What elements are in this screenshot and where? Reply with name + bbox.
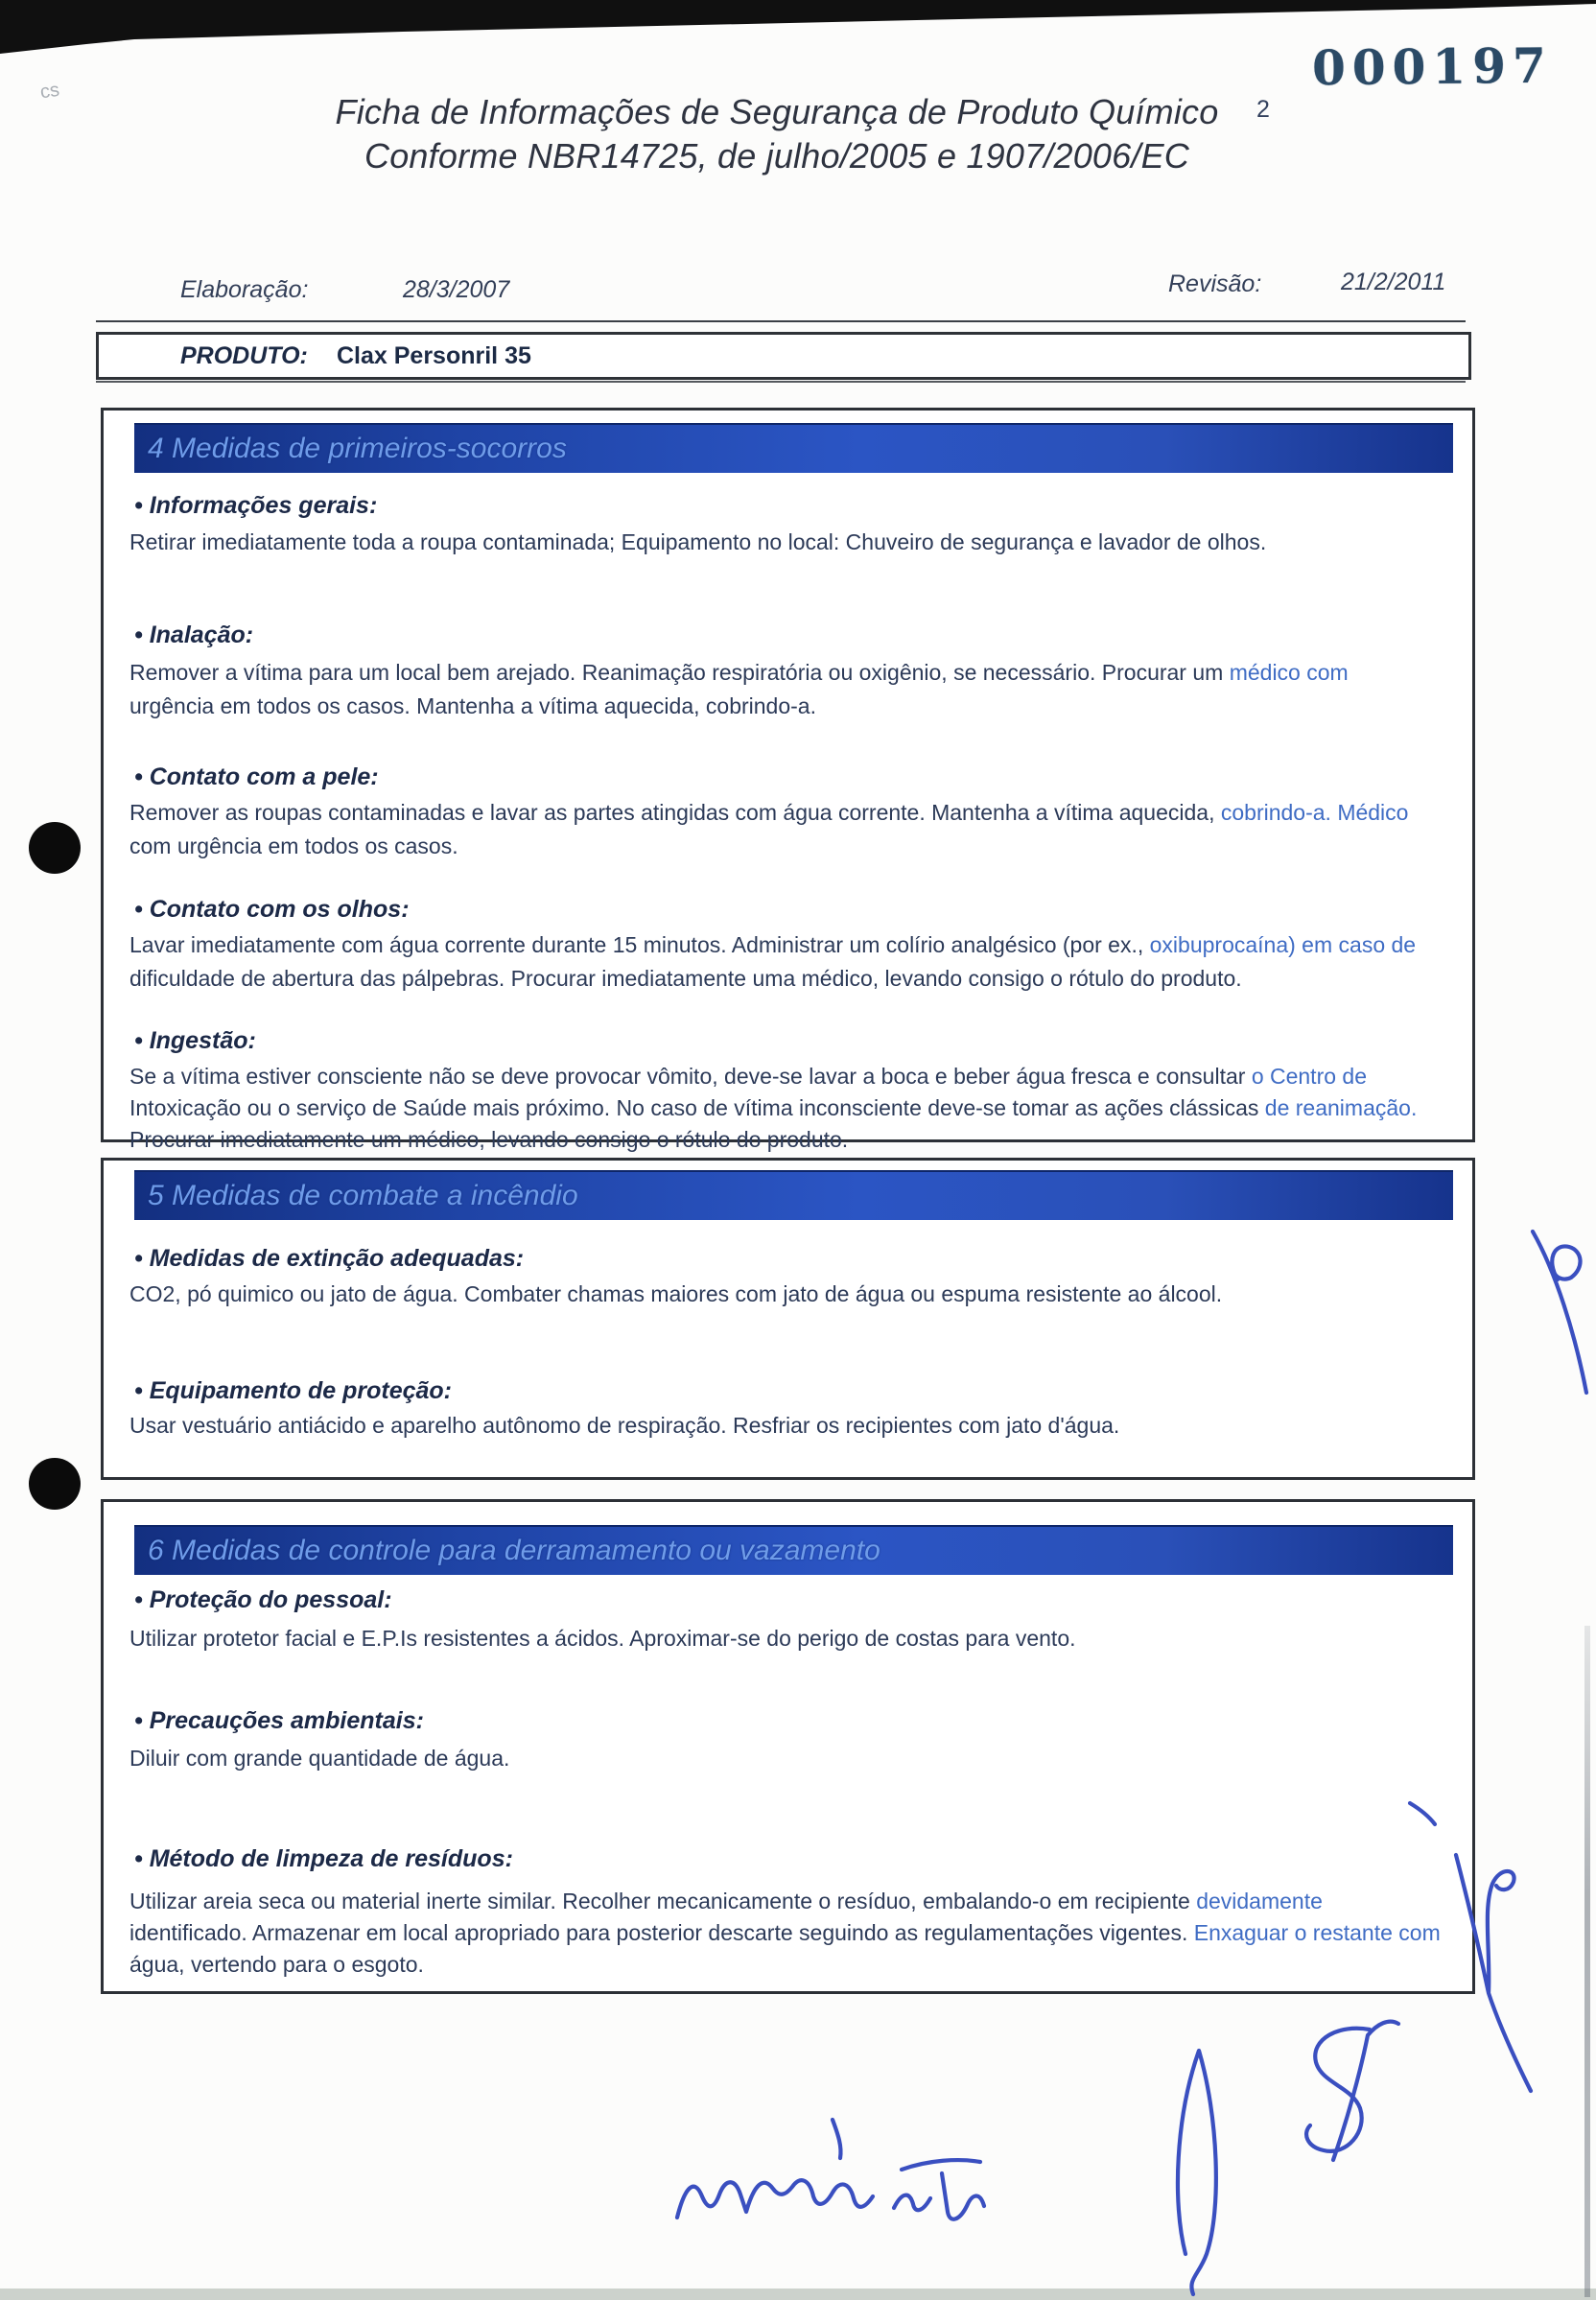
- sec5-protecao-line1: [129, 1413, 1119, 1439]
- sec4-pele-line1: [129, 800, 1408, 826]
- text-segment: Procurar imediatamente um médico, levando consigo o rótulo do produto.: [129, 1127, 849, 1152]
- text-segment: Remover a vítima para um local bem arejado. Reanimação respiratória ou oxigênio, se necessário. Procurar um: [129, 660, 1230, 685]
- sec4-inalacao-line2: [129, 693, 816, 719]
- sec4-ingestao-label: • Ingestão:: [134, 1027, 256, 1054]
- elaboracao-label: Elaboração:: [180, 276, 309, 303]
- blue-text-segment: devidamente: [1196, 1889, 1323, 1913]
- blue-text-segment: Enxaguar o restante com: [1193, 1920, 1441, 1945]
- blue-text-segment: médico com: [1229, 660, 1349, 685]
- blue-text-segment: o Centro de: [1251, 1064, 1368, 1089]
- sec4-olhos-line1: [129, 932, 1416, 958]
- sec6-limpeza-line3: [129, 1952, 424, 1978]
- sec6-limpeza-line1: [129, 1889, 1323, 1914]
- corner-smudge: cs: [38, 79, 61, 104]
- section4-title: 4 Medidas de primeiros-socorros: [148, 433, 567, 464]
- text-segment: Remover as roupas contaminadas e lavar as partes atingidas com água corrente. Mantenha a vítima aquecida,: [129, 800, 1221, 825]
- section6-box: [101, 1499, 1475, 1994]
- sec4-geral-label: • Informações gerais:: [134, 492, 378, 519]
- elaboracao-date: 28/3/2007: [403, 276, 510, 303]
- page-stamp-number: 000197: [1311, 36, 1554, 97]
- sec6-ambientais-line1: [129, 1746, 509, 1772]
- section4-box: [101, 408, 1475, 1152]
- sec6-pessoal-label: • Proteção do pessoal:: [134, 1586, 392, 1613]
- sec6-ambientais-label: • Precauções ambientais:: [134, 1707, 424, 1734]
- product-box-shadow-line: [96, 381, 1466, 383]
- sec4-ingestao-line1: [129, 1064, 1367, 1090]
- page-number: 2: [1256, 96, 1270, 123]
- text-segment: dificuldade de abertura das pálpebras. Procurar imediatamente uma médico, levando consigo o rótulo do produto.: [129, 966, 1242, 991]
- scan-bottom-edge: [0, 2288, 1596, 2300]
- signature-dollar-flourish: [1306, 2022, 1398, 2160]
- punch-hole-top: [29, 822, 81, 874]
- text-segment: água, vertendo para o esgoto.: [129, 1952, 424, 1977]
- signature-scribble-ito: [894, 2160, 984, 2219]
- product-box: [96, 332, 1471, 380]
- sec4-inalacao-line1: [129, 660, 1349, 686]
- revisao-label: Revisão:: [1168, 270, 1262, 297]
- sec5-protecao-label: • Equipamento de proteção:: [134, 1377, 453, 1404]
- section4-header-bar: [134, 423, 1453, 473]
- header-divider: [96, 320, 1466, 322]
- blue-text-segment: oxibuprocaína) em caso de: [1149, 932, 1417, 957]
- text-segment: Usar vestuário antiácido e aparelho autônomo de respiração. Resfriar os recipientes com jato d'água.: [129, 1413, 1120, 1438]
- punch-hole-bottom: [29, 1458, 81, 1510]
- margin-pen-curl: [1533, 1232, 1586, 1393]
- scan-right-edge-shadow: [1584, 1626, 1590, 2297]
- sec6-limpeza-line2: [129, 1920, 1441, 1946]
- document-title-line1: Ficha de Informações de Segurança de Produto Químico: [335, 92, 1219, 131]
- signature-accent-stroke: [833, 2120, 841, 2158]
- text-segment: Retirar imediatamente toda a roupa contaminada; Equipamento no local: Chuveiro de segurança e lavador de olhos.: [129, 529, 1267, 554]
- section5-box: [101, 1158, 1475, 1480]
- blue-text-segment: cobrindo-a. Médico: [1220, 800, 1409, 825]
- sec4-pele-line2: [129, 833, 458, 859]
- sec4-olhos-label: • Contato com os olhos:: [134, 896, 410, 923]
- text-segment: urgência em todos os casos. Mantenha a vítima aquecida, cobrindo-a.: [129, 693, 816, 718]
- sec6-pessoal-line1: [129, 1626, 1076, 1652]
- sec5-extincao-line1: [129, 1281, 1222, 1307]
- document-title-line2: Conforme NBR14725, de julho/2005 e 1907/2006/EC: [364, 136, 1189, 176]
- text-segment: Utilizar protetor facial e E.P.Is resistentes a ácidos. Aproximar-se do perigo de costas para vento.: [129, 1626, 1076, 1651]
- section6-header-bar: [134, 1525, 1453, 1575]
- text-segment: CO2, pó quimico ou jato de água. Combater chamas maiores com jato de água ou espuma resistente ao álcool.: [129, 1281, 1223, 1306]
- section6-title: 6 Medidas de controle para derramamento ou vazamento: [148, 1535, 880, 1566]
- signature-loop: [1178, 2051, 1216, 2294]
- sec4-pele-label: • Contato com a pele:: [134, 763, 379, 790]
- section5-header-bar: [134, 1170, 1453, 1220]
- text-segment: Se a vítima estiver consciente não se deve provocar vômito, deve-se lavar a boca e beber água fresca e consultar: [129, 1064, 1252, 1089]
- sec5-extincao-label: • Medidas de extinção adequadas:: [134, 1245, 525, 1272]
- sec6-limpeza-label: • Método de limpeza de resíduos:: [134, 1845, 513, 1872]
- sec4-geral-line1: [129, 529, 1266, 555]
- text-segment: Diluir com grande quantidade de água.: [129, 1746, 510, 1771]
- text-segment: Lavar imediatamente com água corrente durante 15 minutos. Administrar um colírio analgésico (por ex.,: [129, 932, 1150, 957]
- sec4-inalacao-label: • Inalação:: [134, 622, 254, 648]
- sec4-olhos-line2: [129, 966, 1242, 992]
- product-name: Clax Personril 35: [337, 342, 531, 369]
- text-segment: Intoxicação ou o serviço de Saúde mais próximo. No caso de vítima inconsciente deve-se tomar as ações clássicas: [129, 1095, 1265, 1120]
- signature-scribble-word: [677, 2180, 873, 2218]
- sec4-ingestao-line2: [129, 1095, 1417, 1121]
- text-segment: Utilizar areia seca ou material inerte similar. Recolher mecanicamente o resíduo, embalando-o em recipiente: [129, 1889, 1197, 1913]
- section5-title: 5 Medidas de combate a incêndio: [148, 1180, 578, 1211]
- blue-text-segment: de reanimação.: [1264, 1095, 1418, 1120]
- text-segment: com urgência em todos os casos.: [129, 833, 458, 858]
- text-segment: identificado. Armazenar em local apropriado para posterior descarte seguindo as regulamentações vigentes.: [129, 1920, 1194, 1945]
- revisao-date: 21/2/2011: [1341, 269, 1446, 295]
- sec4-ingestao-line3: [129, 1127, 848, 1153]
- product-label: PRODUTO:: [180, 342, 308, 369]
